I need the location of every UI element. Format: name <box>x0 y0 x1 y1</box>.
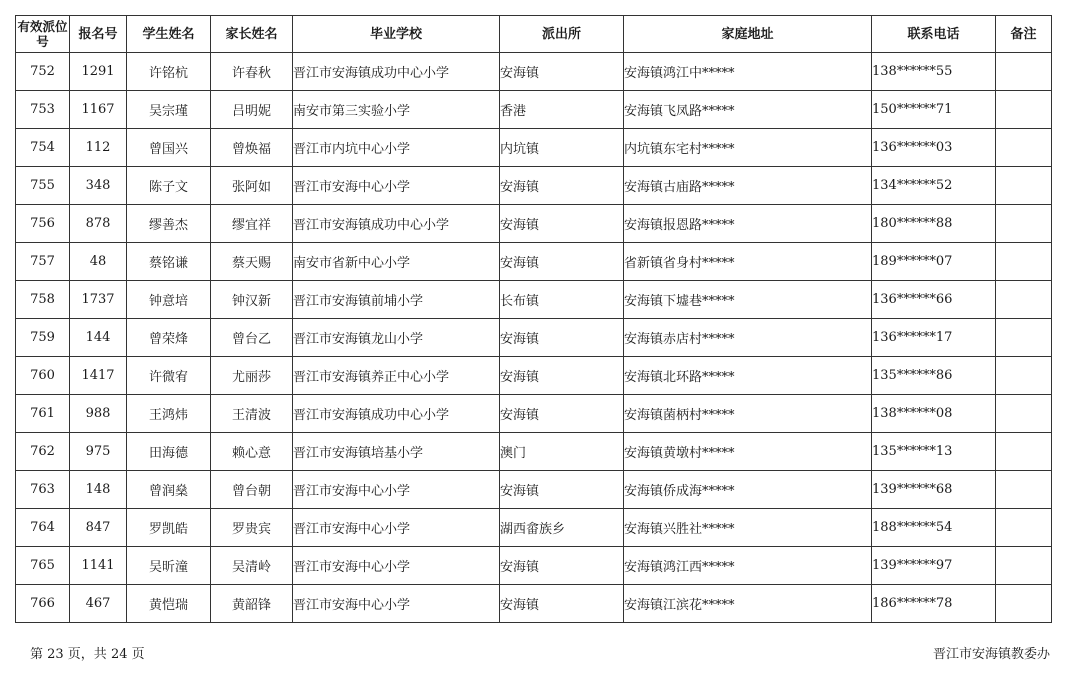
cell-phone: 150******71 <box>872 91 996 129</box>
cell-student-name: 许微宥 <box>127 357 211 395</box>
cell-student-name: 罗凯皓 <box>127 509 211 547</box>
cell-remark <box>996 167 1052 205</box>
cell-student-name: 吴昕潼 <box>127 547 211 585</box>
cell-parent-name: 罗贵宾 <box>211 509 293 547</box>
cell-address: 安海镇兴胜社***** <box>624 509 872 547</box>
cell-address: 安海镇赤店村***** <box>624 319 872 357</box>
cell-seat-no: 756 <box>16 205 70 243</box>
cell-parent-name: 尤丽莎 <box>211 357 293 395</box>
cell-police-station: 安海镇 <box>500 585 624 623</box>
cell-remark <box>996 53 1052 91</box>
cell-school: 晋江市内坑中心小学 <box>293 129 500 167</box>
table-row <box>16 281 1052 319</box>
cell-reg-no: 348 <box>70 167 127 205</box>
table-row <box>16 547 1052 585</box>
cell-remark <box>996 547 1052 585</box>
cell-police-station: 澳门 <box>500 433 624 471</box>
table-row <box>16 319 1052 357</box>
cell-remark <box>996 433 1052 471</box>
cell-seat-no: 753 <box>16 91 70 129</box>
cell-address: 安海镇菌柄村***** <box>624 395 872 433</box>
cell-school: 晋江市安海镇养正中心小学 <box>293 357 500 395</box>
cell-parent-name: 曾台乙 <box>211 319 293 357</box>
header-remark: 备注 <box>996 16 1052 53</box>
cell-address: 省新镇省身村***** <box>624 243 872 281</box>
cell-police-station: 安海镇 <box>500 357 624 395</box>
cell-address: 安海镇鸿江西***** <box>624 547 872 585</box>
cell-student-name: 黄恺瑞 <box>127 585 211 623</box>
header-parent-name: 家长姓名 <box>211 16 293 53</box>
cell-remark <box>996 205 1052 243</box>
cell-school: 晋江市安海中心小学 <box>293 471 500 509</box>
cell-phone: 180******88 <box>872 205 996 243</box>
cell-remark <box>996 319 1052 357</box>
cell-parent-name: 许春秋 <box>211 53 293 91</box>
cell-reg-no: 878 <box>70 205 127 243</box>
roster-sheet <box>15 15 1051 623</box>
cell-parent-name: 曾台朝 <box>211 471 293 509</box>
cell-remark <box>996 585 1052 623</box>
cell-seat-no: 765 <box>16 547 70 585</box>
page-number: 第 23 页，共 24 页 <box>30 647 145 662</box>
cell-address: 安海镇鸿江中***** <box>624 53 872 91</box>
cell-police-station: 内坑镇 <box>500 129 624 167</box>
header-police-station: 派出所 <box>500 16 624 53</box>
cell-seat-no: 760 <box>16 357 70 395</box>
cell-police-station: 安海镇 <box>500 243 624 281</box>
cell-phone: 135******86 <box>872 357 996 395</box>
cell-police-station: 安海镇 <box>500 167 624 205</box>
cell-seat-no: 764 <box>16 509 70 547</box>
cell-police-station: 安海镇 <box>500 395 624 433</box>
cell-police-station: 安海镇 <box>500 205 624 243</box>
cell-reg-no: 1737 <box>70 281 127 319</box>
table-header-row <box>16 16 1052 53</box>
table-row <box>16 53 1052 91</box>
cell-address: 安海镇北环路***** <box>624 357 872 395</box>
cell-seat-no: 755 <box>16 167 70 205</box>
cell-school: 晋江市安海中心小学 <box>293 585 500 623</box>
cell-phone: 136******66 <box>872 281 996 319</box>
cell-remark <box>996 91 1052 129</box>
table-row <box>16 433 1052 471</box>
issuer-name: 晋江市安海镇教委办 <box>932 647 1050 662</box>
cell-reg-no: 988 <box>70 395 127 433</box>
cell-student-name: 曾国兴 <box>127 129 211 167</box>
cell-parent-name: 王清波 <box>211 395 293 433</box>
cell-school: 晋江市安海镇龙山小学 <box>293 319 500 357</box>
cell-parent-name: 钟汉新 <box>211 281 293 319</box>
cell-parent-name: 张阿如 <box>211 167 293 205</box>
cell-school: 晋江市安海镇前埔小学 <box>293 281 500 319</box>
table-row <box>16 357 1052 395</box>
cell-student-name: 陈子文 <box>127 167 211 205</box>
cell-remark <box>996 357 1052 395</box>
cell-school: 晋江市安海镇成功中心小学 <box>293 205 500 243</box>
table-row <box>16 509 1052 547</box>
cell-seat-no: 754 <box>16 129 70 167</box>
header-phone: 联系电话 <box>872 16 996 53</box>
table-row <box>16 243 1052 281</box>
cell-seat-no: 757 <box>16 243 70 281</box>
cell-phone: 134******52 <box>872 167 996 205</box>
table-body <box>16 53 1052 623</box>
cell-police-station: 安海镇 <box>500 319 624 357</box>
cell-remark <box>996 281 1052 319</box>
cell-school: 南安市省新中心小学 <box>293 243 500 281</box>
cell-school: 晋江市安海中心小学 <box>293 547 500 585</box>
cell-address: 安海镇江滨花***** <box>624 585 872 623</box>
cell-reg-no: 975 <box>70 433 127 471</box>
cell-reg-no: 48 <box>70 243 127 281</box>
cell-reg-no: 1417 <box>70 357 127 395</box>
cell-reg-no: 148 <box>70 471 127 509</box>
cell-student-name: 王鸿炜 <box>127 395 211 433</box>
cell-seat-no: 759 <box>16 319 70 357</box>
table-row <box>16 395 1052 433</box>
cell-parent-name: 赖心意 <box>211 433 293 471</box>
header-address: 家庭地址 <box>624 16 872 53</box>
cell-reg-no: 112 <box>70 129 127 167</box>
cell-remark <box>996 471 1052 509</box>
cell-reg-no: 144 <box>70 319 127 357</box>
header-school: 毕业学校 <box>293 16 500 53</box>
cell-phone: 138******55 <box>872 53 996 91</box>
table-row <box>16 129 1052 167</box>
cell-phone: 136******17 <box>872 319 996 357</box>
header-student-name: 学生姓名 <box>127 16 211 53</box>
cell-reg-no: 847 <box>70 509 127 547</box>
cell-school: 晋江市安海镇培基小学 <box>293 433 500 471</box>
cell-student-name: 缪善杰 <box>127 205 211 243</box>
cell-school: 晋江市安海中心小学 <box>293 167 500 205</box>
cell-reg-no: 1167 <box>70 91 127 129</box>
cell-phone: 189******07 <box>872 243 996 281</box>
cell-school: 南安市第三实验小学 <box>293 91 500 129</box>
cell-phone: 135******13 <box>872 433 996 471</box>
cell-address: 安海镇飞凤路***** <box>624 91 872 129</box>
cell-student-name: 蔡铭谦 <box>127 243 211 281</box>
cell-seat-no: 752 <box>16 53 70 91</box>
cell-school: 晋江市安海中心小学 <box>293 509 500 547</box>
cell-phone: 138******08 <box>872 395 996 433</box>
cell-address: 安海镇黄墩村***** <box>624 433 872 471</box>
cell-phone: 186******78 <box>872 585 996 623</box>
cell-student-name: 田海德 <box>127 433 211 471</box>
cell-parent-name: 黄韶锋 <box>211 585 293 623</box>
cell-student-name: 曾荣烽 <box>127 319 211 357</box>
cell-remark <box>996 243 1052 281</box>
cell-phone: 139******68 <box>872 471 996 509</box>
cell-student-name: 许铭杭 <box>127 53 211 91</box>
cell-school: 晋江市安海镇成功中心小学 <box>293 53 500 91</box>
header-reg-no: 报名号 <box>70 16 127 53</box>
cell-remark <box>996 395 1052 433</box>
cell-student-name: 曾润燊 <box>127 471 211 509</box>
cell-phone: 136******03 <box>872 129 996 167</box>
table-row <box>16 91 1052 129</box>
cell-address: 内坑镇东宅村***** <box>624 129 872 167</box>
cell-school: 晋江市安海镇成功中心小学 <box>293 395 500 433</box>
cell-police-station: 湖西畲族乡 <box>500 509 624 547</box>
cell-police-station: 安海镇 <box>500 471 624 509</box>
cell-seat-no: 761 <box>16 395 70 433</box>
cell-remark <box>996 129 1052 167</box>
cell-parent-name: 吕明妮 <box>211 91 293 129</box>
cell-parent-name: 缪宜祥 <box>211 205 293 243</box>
cell-police-station: 安海镇 <box>500 547 624 585</box>
cell-remark <box>996 509 1052 547</box>
cell-address: 安海镇下墟巷***** <box>624 281 872 319</box>
cell-reg-no: 467 <box>70 585 127 623</box>
cell-seat-no: 766 <box>16 585 70 623</box>
cell-reg-no: 1141 <box>70 547 127 585</box>
cell-student-name: 钟意培 <box>127 281 211 319</box>
cell-address: 安海镇古庙路***** <box>624 167 872 205</box>
table-row <box>16 585 1052 623</box>
cell-address: 安海镇侨成海***** <box>624 471 872 509</box>
table-row <box>16 167 1052 205</box>
cell-police-station: 长布镇 <box>500 281 624 319</box>
table-row <box>16 471 1052 509</box>
cell-seat-no: 762 <box>16 433 70 471</box>
cell-phone: 188******54 <box>872 509 996 547</box>
cell-police-station: 香港 <box>500 91 624 129</box>
table-row <box>16 205 1052 243</box>
cell-parent-name: 蔡天赐 <box>211 243 293 281</box>
header-seat-no: 有效派位号 <box>16 16 70 53</box>
cell-seat-no: 763 <box>16 471 70 509</box>
cell-seat-no: 758 <box>16 281 70 319</box>
student-roster-table <box>15 15 1052 623</box>
cell-reg-no: 1291 <box>70 53 127 91</box>
cell-address: 安海镇报恩路***** <box>624 205 872 243</box>
cell-parent-name: 吴清岭 <box>211 547 293 585</box>
cell-student-name: 吴宗瑾 <box>127 91 211 129</box>
cell-police-station: 安海镇 <box>500 53 624 91</box>
cell-parent-name: 曾焕福 <box>211 129 293 167</box>
cell-phone: 139******97 <box>872 547 996 585</box>
